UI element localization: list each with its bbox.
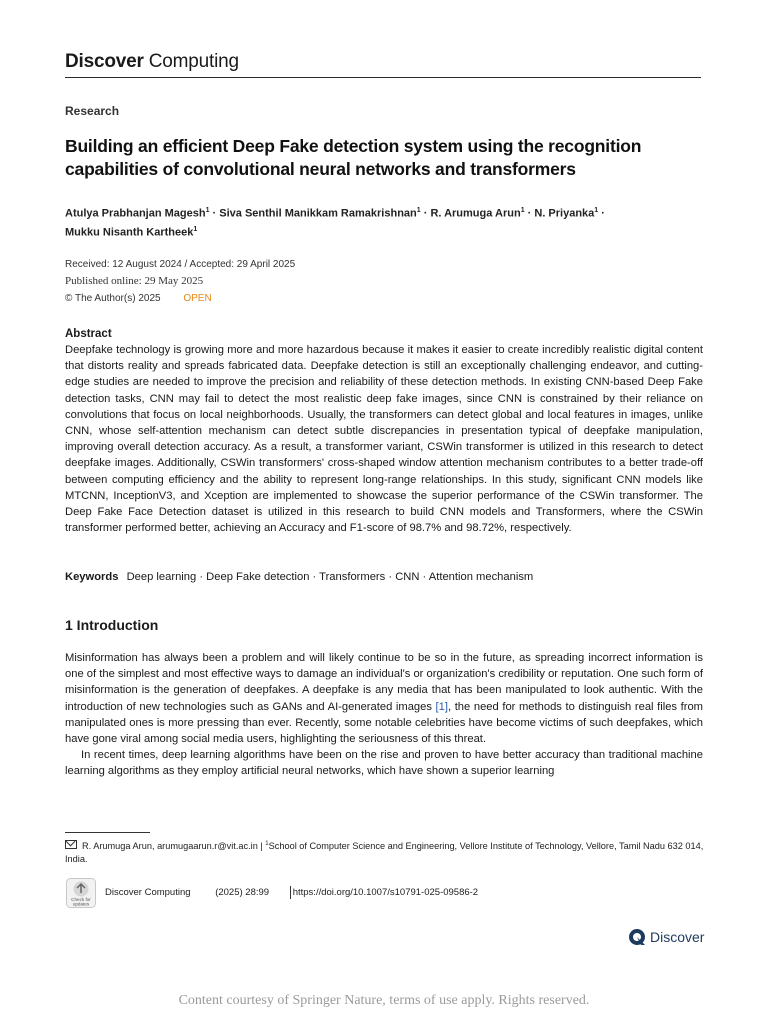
keywords-section [65,569,705,585]
paragraph-text: Misinformation has always been a problem and will likely continue to be so in the future, as spreading incorrect information is one of the simplest and most effective ways to damage an individual's or organization's credibility or reputation. One such form of misinformation is the generation of deepfakes. A deepfake is any media that has been manipulated to look authentic. With the introduction of new technologies such as GANs and AI-generated images [65,652,703,713]
journal-name-rest: Computing [148,51,239,72]
author-name[interactable]: Siva Senthil Manikkam Ramakrishnan [219,207,417,220]
courtesy-notice: Content courtesy of Springer Nature, terms of use apply. Rights reserved. [178,993,590,1008]
abstract-section [65,326,703,536]
doi-link[interactable]: https://doi.org/10.1007/s10791-025-09586-2 [290,886,478,899]
keywords-list: Deep learning · Deep Fake detection · Transformers · CNN · Attention mechanism [126,571,534,583]
journal-name-bold: Discover [65,51,144,72]
corresponding-author[interactable]: R. Arumuga Arun, arumugaarun.r@vit.ac.in | [82,841,266,852]
author-list: Atulya Prabhanjan Magesh$^1$ · Siva Senthil Manikkam Ramakrishnan$^1$ · R. Arumuga Arun$^1$ · N. Priyanka$^1$ · Mukku Nisanth Kartheek$^1$ [65,207,605,239]
citation-line [105,886,478,899]
reference-link[interactable]: [1] [435,700,448,713]
affiliation-number: 1 [265,841,269,847]
updates-line1: Check for [71,897,91,902]
copyright-text: © The Author(s) 2025 [65,293,161,304]
author-name[interactable]: Mukku Nisanth Kartheek [65,226,194,239]
footnote-divider [65,832,150,833]
publisher-logo-text: Discover [650,929,705,945]
introduction-heading: 1 Introduction [65,617,159,633]
check-for-updates-icon [66,878,96,908]
author-name[interactable]: Atulya Prabhanjan Magesh [65,207,206,220]
keywords-label: Keywords [65,571,119,583]
journal-header [65,50,701,78]
citation-journal: Discover Computing [105,887,191,898]
introduction-paragraph: In recent times, deep learning algorithms have been on the rise and proven to have better accuracy than traditional machine learning algorithms as they employ artificial neural networks, which have shown a superior learning [65,749,703,778]
received-accepted-date: Received: 12 August 2024 / Accepted: 29 April 2025 [65,259,296,270]
paragraph-text: , the need for methods to distinguish real files from manipulated ones is more pressing than ever. Recently, some notable celebrities have become victims of such deepfakes, which have gone viral among social media users, highlighting the seriousness of this threat. [65,700,703,746]
author-affiliation-mark: 1 [416,207,421,214]
author-affiliation-mark: 1 [205,207,210,214]
published-date: Published online: 29 May 2025 [65,275,204,287]
envelope-icon [65,840,77,849]
author-affiliation-mark: 1 [594,207,599,214]
article-dates [65,256,465,307]
article-section-type: Research [65,104,120,118]
citation-volume: (2025) 28:99 [215,887,270,898]
introduction-paragraph [65,650,703,747]
discover-logo-icon [628,928,646,946]
abstract-text: Deepfake technology is growing more and more hazardous because it makes it easier to create incredibly realistic digital content that distorts reality and spreads fabricated data. Deepfake detection is still an exceptionally challenging endeavor, and cutting-edge studies are needed to improve the precision and reliability of these detection methods. In existing CNN-based Deep Fake detection tasks, CNN may fail to detect the most realistic deep fake images, since CNN is constrained by their reliance on convolutions that focus on local neighborhoods. Usually, the transformers can detect global and local features in images, unlike CNN, whose self-attention mechanism can detect subtle discrepancies in presentation typical of deepfake manipulation, improving overall detection accuracy. As a result, a transformer variant, CSWin transformer is utilized in this research to detect deepfake images. Additionally, CSWin transformers' cross-shaped window attention mechanism contributes to a better trade-off between computing efficiency and the ability to represent long-range relationships. In this study, significant CNN models like MTCNN, InceptionV3, and Xception are implemented to showcase the superior performance of the CSWin transformer. The Deep Fake Face Detection dataset is utilized in this research to build CNN models and Transformers, where the CSWin transformer performed better, achieving an Accuracy and F1-score of 98.7% and 98.72%, respectively. [65,344,703,535]
author-name[interactable]: R. Arumuga Arun [430,207,521,220]
article-title: Building an efficient Deep Fake detection system using the recognition capabilities of convolutional neural networks and transformers [65,136,642,179]
open-access-badge: OPEN [183,293,212,304]
author-name[interactable]: N. Priyanka [534,207,595,220]
check-for-updates-badge[interactable] [66,878,96,908]
publisher-logo [628,928,704,946]
correspondence-footnote [65,838,705,866]
copyright-line [65,290,465,307]
affiliation-text: School of Computer Science and Engineering, Vellore Institute of Technology, Vellore, Tamil Nadu 632 014, India. [65,841,704,865]
updates-line2: updates [72,901,90,907]
abstract-heading: Abstract [65,328,112,340]
introduction-body [65,650,703,780]
author-affiliation-mark: 1 [193,225,198,233]
author-affiliation-mark: 1 [520,207,525,214]
